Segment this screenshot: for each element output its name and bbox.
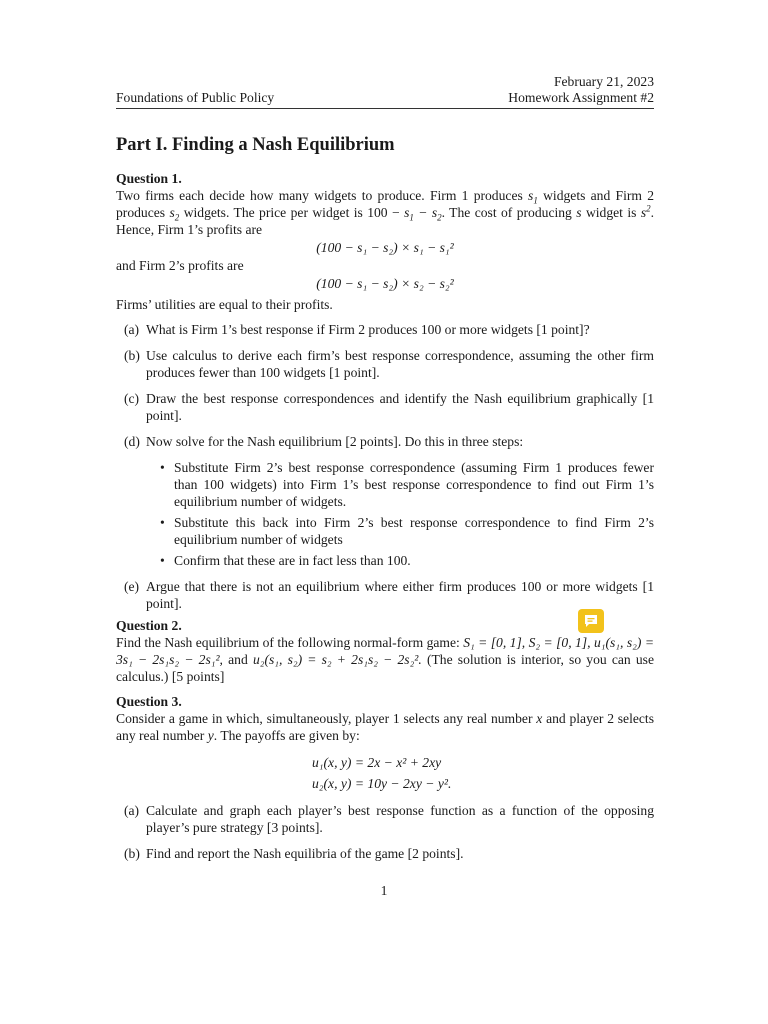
question-3: [116, 693, 654, 871]
part-title: Part I. Finding a Nash Equilibrium: [116, 135, 395, 155]
list-item: [116, 390, 654, 424]
question-3-items: [116, 802, 654, 862]
item-text: What is Firm 1’s best response if Firm 2 produces 100 or more widgets [1 point]?: [146, 322, 590, 337]
bullet-icon: •: [160, 460, 165, 475]
item-label: (d): [124, 434, 140, 449]
var-x: x: [536, 711, 543, 726]
q3-text: Consider a game in which, simultaneously, player 1 selects any real number: [116, 711, 533, 726]
item-text: Find and report the Nash equilibria of the game [2 points].: [146, 846, 464, 861]
step-item: [146, 514, 654, 548]
q2-text: (The solution is interior, so you can use calculus.) [5 points]: [116, 652, 654, 684]
payoff-equations: [312, 754, 654, 792]
intro-text: Hence, Firm 1’s profits are: [116, 222, 263, 237]
q3-text: and player 2 selects any real number: [116, 711, 654, 743]
item-label: (b): [124, 348, 140, 363]
page-number: 1: [380, 883, 388, 898]
item-label: (e): [124, 579, 140, 594]
list-item: [116, 802, 654, 836]
var-s: s: [576, 205, 582, 220]
intro-text: widgets and Firm 2 produces: [116, 188, 654, 220]
equation-firm1-profit: (100 − s₁ − s₂) × s₁ − s₁²: [316, 240, 454, 255]
list-item: [116, 321, 654, 338]
item-label: (a): [124, 803, 140, 818]
q3-text: . The payoffs are given by:: [213, 728, 360, 743]
question-1-intro: Two firms each decide how many widgets to produce. Firm 1 produces $s_1$ widgets and Firm 2 produces $s_2$ widgets. The price per widget is $100 - s_1 - s_2$. The cost of producing s widget is $s^2$. Hence, Firm 1’s profits are: [116, 188, 655, 237]
question-1-after: Firms’ utilities are equal to their profits.: [116, 297, 333, 312]
item-label: (b): [124, 846, 140, 861]
intro-text: . The cost of producing: [441, 205, 572, 220]
item-text: Now solve for the Nash equilibrium [2 points]. Do this in three steps:: [146, 434, 524, 449]
q2-math: S₁ = [0, 1], S₂ = [0, 1], u₁(s₁, s₂) = 3s₁ − 2s₁s₂ − 2s₁²,: [116, 635, 654, 667]
item-label: (c): [124, 391, 140, 406]
question-2-text: [116, 634, 654, 685]
q2-math: u₂(s₁, s₂) = s₂ + 2s₁s₂ − 2s₂².: [252, 652, 422, 667]
var-s1: $s_1$: [528, 188, 538, 206]
list-item: [116, 578, 654, 612]
list-item: [116, 347, 654, 381]
bullet-icon: •: [160, 515, 165, 530]
list-item: [116, 433, 654, 569]
header-row: [116, 89, 654, 106]
question-1: [116, 170, 654, 621]
step-item: [146, 459, 654, 510]
step-text: Substitute Firm 2’s best response correspondence (assuming Firm 1 produces fewer than 100 widgets) into Firm 1’s best response correspondence to find out Firm 1’s equilibrium number of widgets.: [174, 460, 654, 509]
intro-text: widgets. The price per widget is 100 −: [183, 205, 400, 220]
item-text: Calculate and graph each player’s best response function as a function of the opposing player’s pure strategy [3 points].: [146, 803, 654, 835]
question-1-mid: and Firm 2’s profits are: [116, 258, 244, 273]
item-text: Argue that there is not an equilibrium where either firm produces 100 or more widgets [1 point].: [146, 579, 654, 611]
var-s2: $s_2$: [169, 205, 180, 223]
list-item: [116, 845, 654, 862]
cost-term: $s^2$: [640, 203, 651, 220]
q2-text: Find the Nash equilibrium of the following normal-form game:: [116, 635, 460, 650]
question-2-title: Question 2.: [116, 618, 182, 633]
step-text: Substitute this back into Firm 2’s best response correspondence to find Firm 2’s equilibrium number of widgets: [174, 515, 654, 547]
equation-u1: u₁(x, y) = 2x − x² + 2xy: [312, 755, 442, 770]
header-rule: [116, 108, 654, 109]
intro-text: widget is: [585, 205, 637, 220]
q2-text: and: [228, 652, 248, 667]
header-date: February 21, 2023: [553, 74, 654, 89]
header-course: Foundations of Public Policy: [116, 90, 275, 105]
step-item: [146, 552, 654, 569]
question-3-title: Question 3.: [116, 694, 182, 709]
equation-u2: u₂(x, y) = 10y − 2xy − y².: [312, 776, 452, 791]
intro-text: Two firms each decide how many widgets to produce. Firm 1 produces: [116, 188, 523, 203]
item-text: Draw the best response correspondences and identify the Nash equilibrium graphically [1 point].: [146, 391, 654, 423]
var-y: y: [207, 728, 214, 743]
question-3-text: [116, 710, 654, 744]
step-text: Confirm that these are in fact less than 100.: [174, 553, 411, 568]
bullet-icon: •: [160, 553, 165, 568]
question-2: [116, 617, 654, 685]
price-terms: $s_1 - s_2$: [404, 205, 442, 223]
header-assignment: Homework Assignment #2: [508, 90, 654, 105]
equation-firm2-profit: (100 − s₁ − s₂) × s₂ − s₂²: [316, 276, 454, 291]
question-1-items: [116, 321, 654, 612]
item-label: (a): [124, 322, 140, 337]
steps-list: [146, 459, 654, 569]
question-1-title: Question 1.: [116, 171, 182, 186]
item-text: Use calculus to derive each firm’s best response correspondence, assuming the other firm produces fewer than 100 widgets [1 point].: [146, 348, 654, 380]
